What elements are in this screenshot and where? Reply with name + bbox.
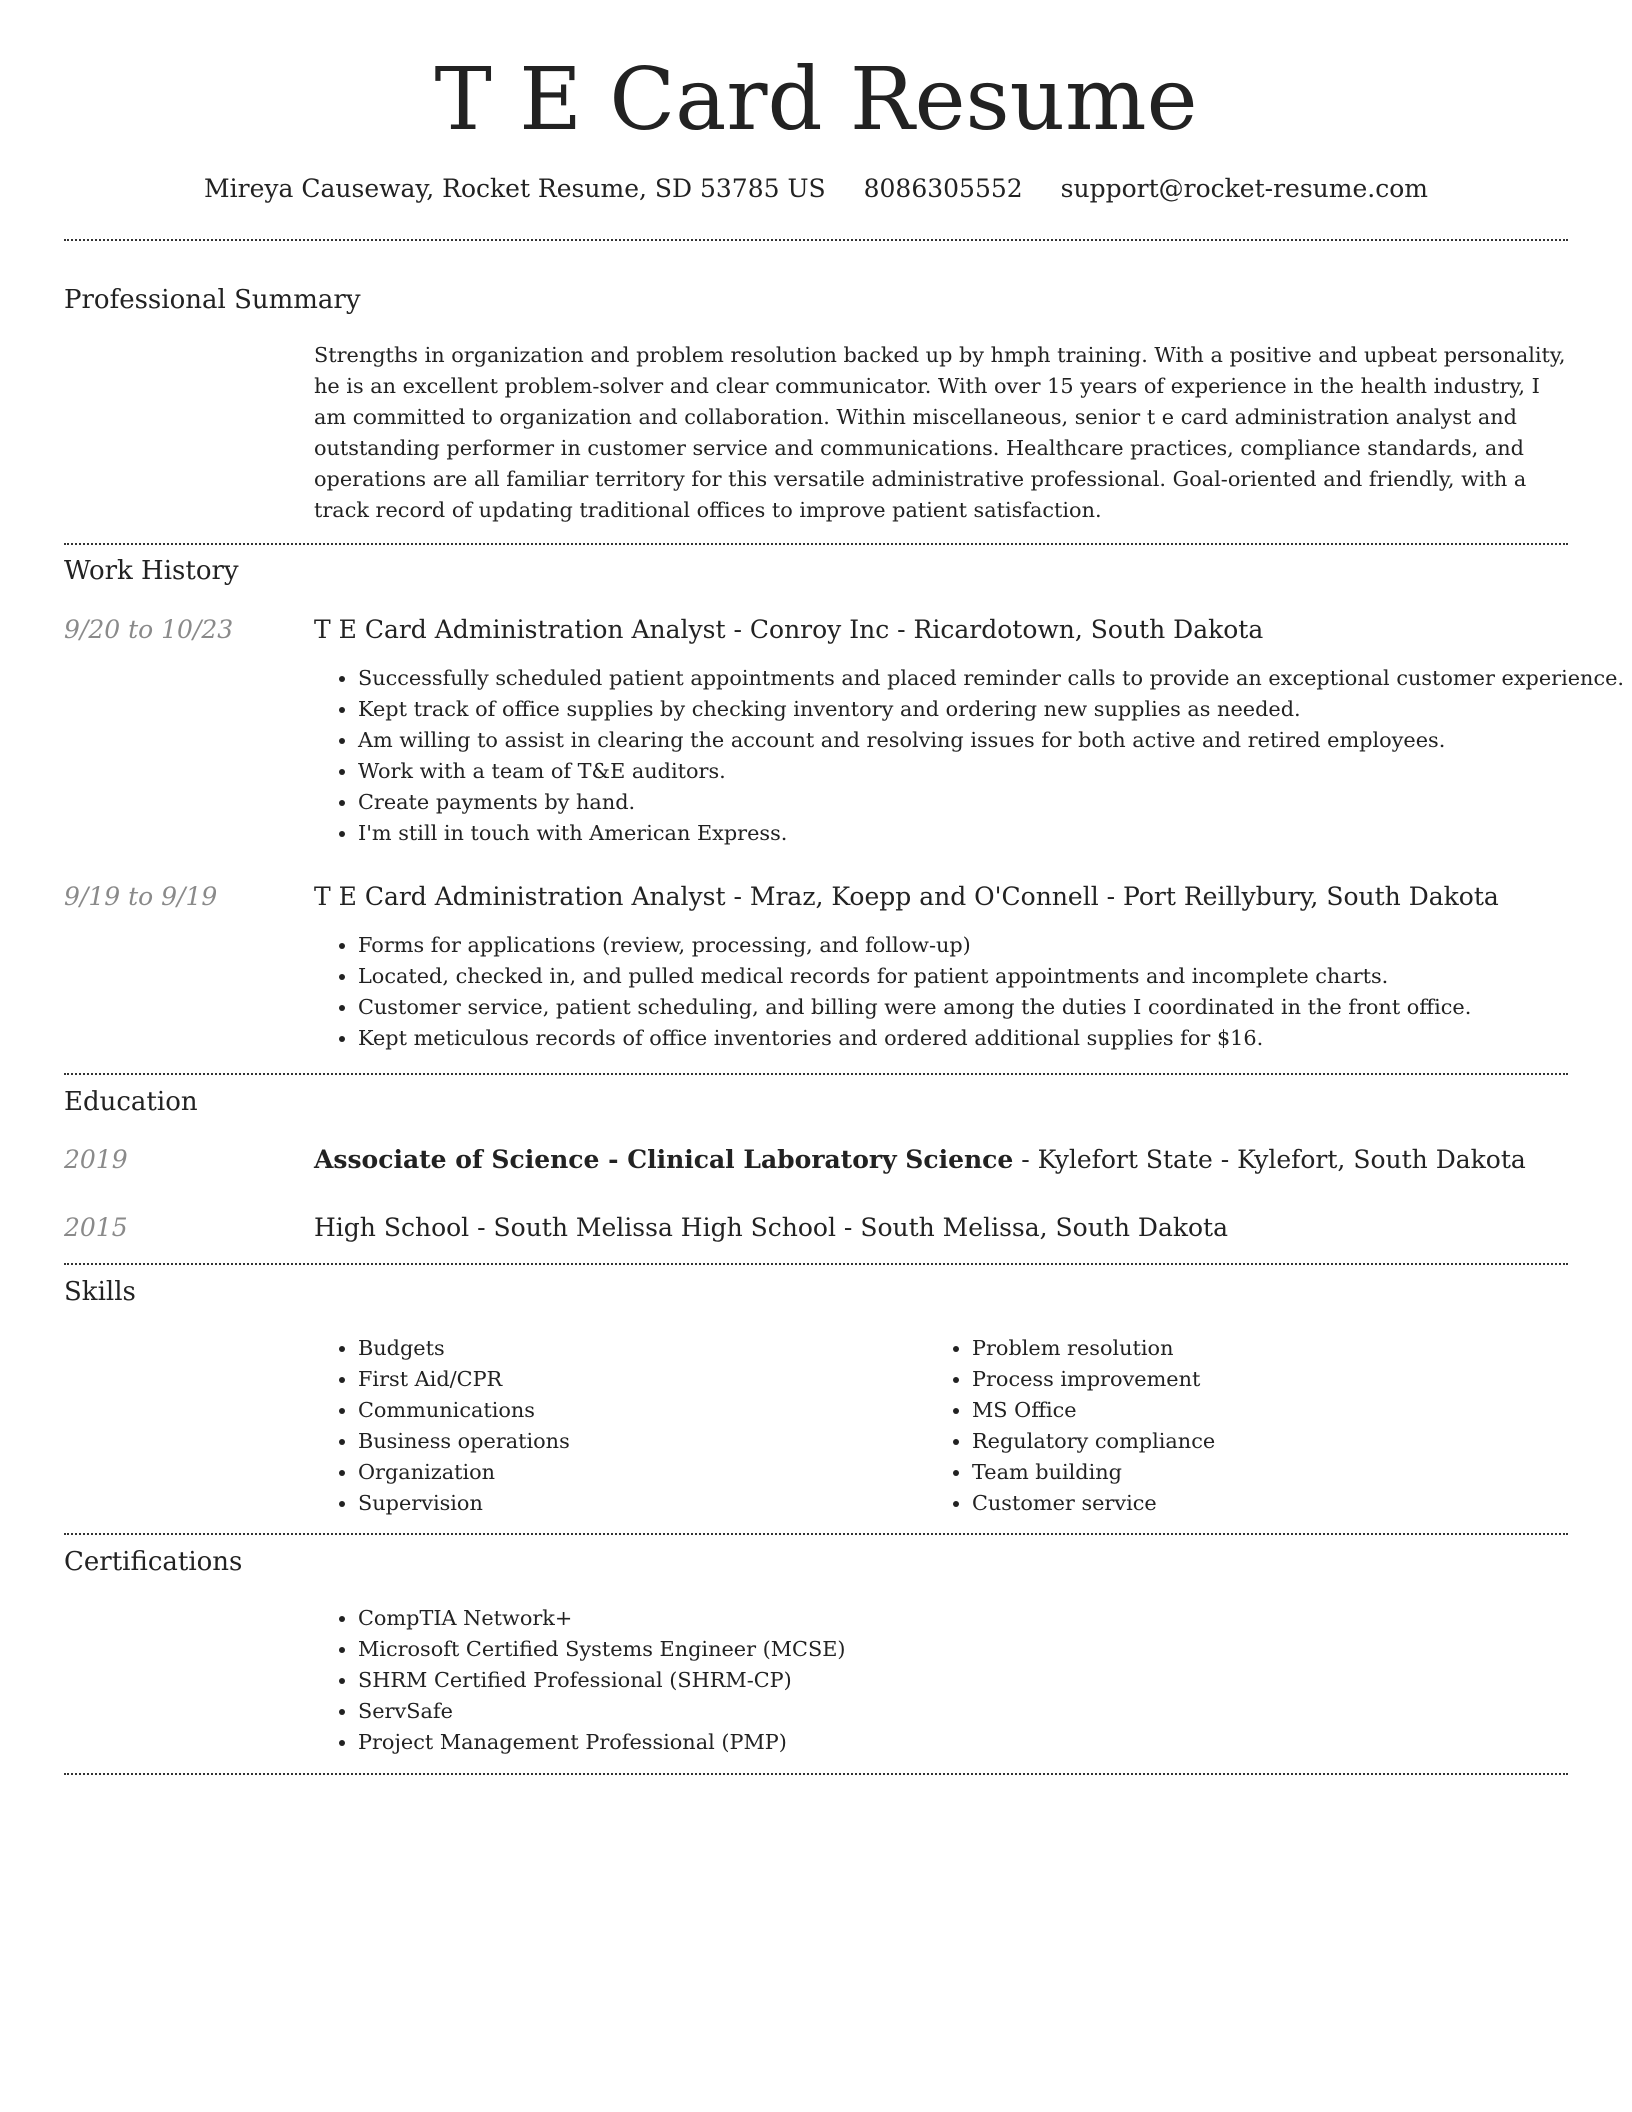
skills-list-right: [928, 1333, 1215, 1519]
list-item: • Customer service: [972, 1488, 1215, 1519]
list-item: • Organization: [358, 1457, 570, 1488]
job-details: - Mraz, Koepp and O'Connell - Port Reillybury, South Dakota: [725, 882, 1499, 911]
divider: [64, 239, 1568, 241]
list-item: • Process improvement: [972, 1364, 1215, 1395]
divider: [64, 1773, 1568, 1775]
divider: [64, 1533, 1568, 1535]
job-title: [314, 613, 1263, 647]
contact-line: [0, 172, 1632, 206]
divider: [64, 1263, 1568, 1265]
list-item: • Kept meticulous records of office inventories and ordered additional supplies for $16.: [358, 1023, 1471, 1054]
education-degree: High School: [314, 1213, 470, 1242]
education-year: 2019: [64, 1145, 128, 1174]
list-item: • ServSafe: [358, 1696, 846, 1727]
contact-address: Mireya Causeway, Rocket Resume, SD 53785 US: [204, 174, 826, 203]
resume-name: T E Card Resume: [434, 50, 1198, 150]
divider: [64, 543, 1568, 545]
job-details: - Conroy Inc - Ricardotown, South Dakota: [725, 615, 1264, 644]
education-entry: [314, 1211, 1228, 1245]
list-item: • Customer service, patient scheduling, and billing were among the duties I coordinated in the front office.: [358, 992, 1471, 1023]
education-details: - Kylefort State - Kylefort, South Dakota: [1013, 1145, 1526, 1174]
list-item: • Work with a team of T&E auditors.: [358, 756, 1624, 787]
job-role: T E Card Administration Analyst: [314, 615, 726, 644]
list-item: • Team building: [972, 1457, 1215, 1488]
section-title-certifications: Certifications: [64, 1547, 243, 1577]
section-title-education: Education: [64, 1087, 198, 1117]
job-bullets: [314, 663, 1624, 849]
education-degree: Associate of Science - Clinical Laboratory Science: [314, 1145, 1014, 1174]
contact-email: support@rocket-resume.com: [1060, 174, 1428, 203]
list-item: • Business operations: [358, 1426, 570, 1457]
list-item: • CompTIA Network+: [358, 1603, 846, 1634]
contact-phone: 8086305552: [863, 174, 1023, 203]
job-title: [314, 880, 1499, 914]
divider: [64, 1073, 1568, 1075]
list-item: • MS Office: [972, 1395, 1215, 1426]
skills-list-left: [314, 1333, 570, 1519]
job-bullets: [314, 930, 1471, 1054]
education-year: 2015: [64, 1213, 128, 1242]
list-item: • Communications: [358, 1395, 570, 1426]
list-item: • SHRM Certified Professional (SHRM-CP): [358, 1665, 846, 1696]
list-item: • Successfully scheduled patient appointments and placed reminder calls to provide an exceptional customer experience.: [358, 663, 1624, 694]
education-entry: [314, 1143, 1526, 1177]
job-dates: 9/19 to 9/19: [64, 882, 218, 911]
list-item: • Create payments by hand.: [358, 787, 1624, 818]
list-item: • Located, checked in, and pulled medical records for patient appointments and incomplete charts.: [358, 961, 1471, 992]
list-item: • I'm still in touch with American Express.: [358, 818, 1624, 849]
list-item: • Regulatory compliance: [972, 1426, 1215, 1457]
job-dates: 9/20 to 10/23: [64, 615, 234, 644]
list-item: • Am willing to assist in clearing the account and resolving issues for both active and retired employees.: [358, 725, 1624, 756]
summary-text: Strengths in organization and problem resolution backed up by hmph training. With a positive and upbeat personality, he is an excellent problem-solver and clear communicator. With over 15 years of experience in the health industry, I am committed to organization and collaboration. Within miscellaneous, senior t e card administration analyst and outstanding performer in customer service and communications. Healthcare practices, compliance standards, and operations are all familiar territory for this versatile administrative professional. Goal-oriented and friendly, with a track record of updating traditional offices to improve patient satisfaction.: [314, 343, 1566, 522]
education-details: - South Melissa High School - South Melissa, South Dakota: [469, 1213, 1229, 1242]
list-item: • Problem resolution: [972, 1333, 1215, 1364]
section-title-skills: Skills: [64, 1277, 136, 1307]
list-item: • Kept track of office supplies by checking inventory and ordering new supplies as needed.: [358, 694, 1624, 725]
section-title-work: Work History: [64, 556, 239, 586]
list-item: • Budgets: [358, 1333, 570, 1364]
list-item: • Forms for applications (review, processing, and follow-up): [358, 930, 1471, 961]
job-role: T E Card Administration Analyst: [314, 882, 726, 911]
list-item: • Supervision: [358, 1488, 570, 1519]
section-title-summary: Professional Summary: [64, 285, 361, 315]
list-item: • First Aid/CPR: [358, 1364, 570, 1395]
list-item: • Project Management Professional (PMP): [358, 1727, 846, 1758]
certifications-list: [314, 1603, 846, 1758]
list-item: • Microsoft Certified Systems Engineer (MCSE): [358, 1634, 846, 1665]
